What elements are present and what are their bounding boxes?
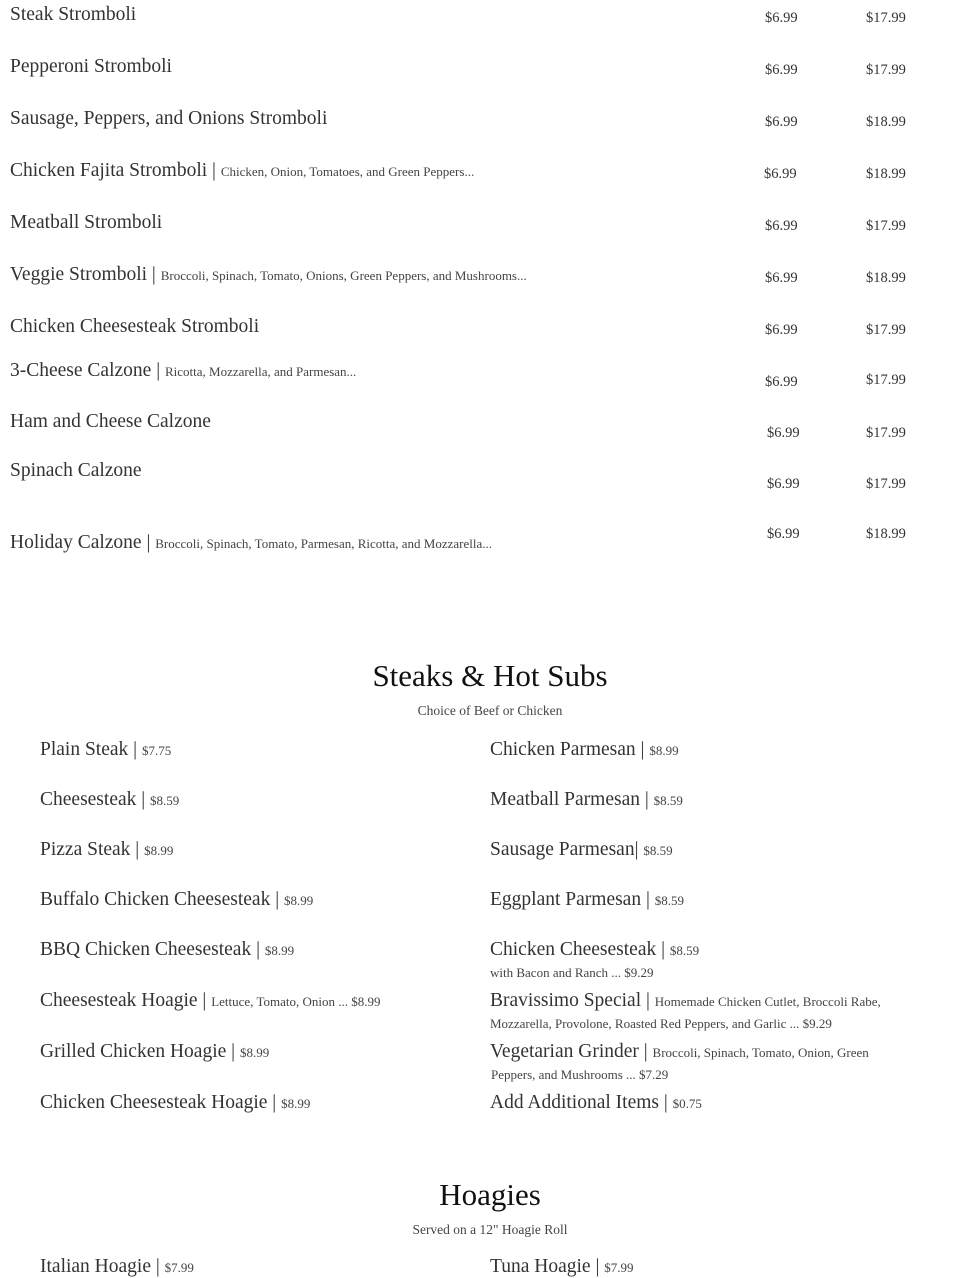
item-name: Sausage, Peppers, and Onions Stromboli <box>10 108 328 129</box>
item-note: with Bacon and Ranch ... $9.29 <box>490 965 654 980</box>
item-price: $8.99 <box>281 1096 311 1111</box>
item-price: $8.59 <box>150 793 180 808</box>
price-large: $18.99 <box>866 166 906 182</box>
item-price: $8.99 <box>144 843 174 858</box>
menu-row <box>0 411 967 451</box>
menu-item: Grilled Chicken Hoagie | $8.99 <box>40 1041 270 1062</box>
price-large: $17.99 <box>866 218 906 234</box>
item-name: Chicken Fajita Stromboli | Chicken, Onion, Tomatoes, and Green Peppers... <box>10 160 475 181</box>
menu-row <box>0 264 967 304</box>
price-small: $6.99 <box>765 218 798 234</box>
price-small: $6.99 <box>765 10 798 26</box>
menu-item: Meatball Parmesan | $8.59 <box>490 789 683 810</box>
price-large: $17.99 <box>866 476 906 492</box>
price-large: $17.99 <box>866 10 906 26</box>
menu-row <box>0 316 967 356</box>
item-description: Broccoli, Spinach, Tomato, Parmesan, Ricotta, and Mozzarella... <box>155 536 493 551</box>
menu-item: Add Additional Items | $0.75 <box>490 1092 702 1113</box>
item-price: $8.59 <box>669 943 700 958</box>
item-price: $8.59 <box>653 793 683 808</box>
item-price: Lettuce, Tomato, Onion ... $8.99 <box>211 994 381 1009</box>
item-price: $8.99 <box>649 743 679 758</box>
menu-item: Buffalo Chicken Cheesesteak | $8.99 <box>40 889 314 910</box>
menu-item: Sausage Parmesan| $8.59 <box>490 839 673 860</box>
item-name: Holiday Calzone | Broccoli, Spinach, Tomato, Parmesan, Ricotta, and Mozzarella... <box>10 532 493 553</box>
menu-item: Bravissimo Special | Homemade Chicken Cutlet, Broccoli Rabe, <box>490 990 881 1011</box>
menu-item: BBQ Chicken Cheesesteak | $8.99 <box>40 939 295 960</box>
menu-row <box>0 56 967 96</box>
item-note: Mozzarella, Provolone, Roasted Red Peppers, and Garlic ... $9.29 <box>490 1016 832 1031</box>
price-large: $17.99 <box>866 372 906 388</box>
price-large: $18.99 <box>866 114 906 130</box>
price-small: $6.99 <box>765 114 798 130</box>
menu-row <box>0 160 967 200</box>
item-price: $8.99 <box>283 893 314 908</box>
price-small: $6.99 <box>765 322 798 338</box>
section-title-hoagies: Hoagies <box>439 1177 541 1212</box>
menu-item: Chicken Cheesesteak Hoagie | $8.99 <box>40 1092 311 1113</box>
price-small: $6.99 <box>765 62 798 78</box>
item-price: $8.59 <box>654 893 684 908</box>
item-name: Spinach Calzone <box>10 460 142 481</box>
section-subtitle-steaks: Choice of Beef or Chicken <box>417 703 563 718</box>
item-price: $8.99 <box>239 1045 270 1060</box>
item-name: Chicken Cheesesteak Stromboli <box>10 316 260 337</box>
price-large: $17.99 <box>866 425 906 441</box>
menu-item: Chicken Parmesan | $8.99 <box>490 739 679 760</box>
item-description: Broccoli, Spinach, Tomato, Onion, Green <box>652 1045 869 1060</box>
item-price: $7.99 <box>604 1260 634 1275</box>
item-description: Chicken, Onion, Tomatoes, and Green Peppers... <box>220 164 475 179</box>
item-price: $7.75 <box>141 743 172 758</box>
item-price: $8.59 <box>643 843 673 858</box>
menu-item: Italian Hoagie | $7.99 <box>40 1256 194 1277</box>
item-note: Peppers, and Mushrooms ... $7.29 <box>491 1067 669 1082</box>
menu-item: Chicken Cheesesteak | $8.59 <box>490 939 700 960</box>
price-large: $17.99 <box>866 322 906 338</box>
item-name: 3-Cheese Calzone | Ricotta, Mozzarella, and Parmesan... <box>10 360 357 381</box>
item-name: Ham and Cheese Calzone <box>10 411 211 432</box>
item-name: Pepperoni Stromboli <box>10 56 172 77</box>
price-small: $6.99 <box>767 476 800 492</box>
section-subtitle-hoagies: Served on a 12" Hoagie Roll <box>412 1222 568 1237</box>
item-name: Meatball Stromboli <box>10 212 163 233</box>
price-small: $6.99 <box>767 425 800 441</box>
item-description: Homemade Chicken Cutlet, Broccoli Rabe, <box>654 994 881 1009</box>
menu-item: Cheesesteak | $8.59 <box>40 789 180 810</box>
menu-row <box>0 524 967 572</box>
menu-item: Vegetarian Grinder | Broccoli, Spinach, Tomato, Onion, Green <box>490 1041 869 1062</box>
price-large: $18.99 <box>866 270 906 286</box>
price-small: $6.99 <box>765 374 798 390</box>
menu-row <box>0 212 967 252</box>
menu-row <box>0 4 967 44</box>
menu-row <box>0 360 967 400</box>
price-small: $6.99 <box>764 166 797 182</box>
menu-item: Cheesesteak Hoagie | Lettuce, Tomato, Onion ... $8.99 <box>40 990 381 1011</box>
item-price: $0.75 <box>672 1096 702 1111</box>
price-large: $17.99 <box>866 62 906 78</box>
item-description: Broccoli, Spinach, Tomato, Onions, Green Peppers, and Mushrooms... <box>160 268 527 283</box>
item-price: $7.99 <box>164 1260 194 1275</box>
menu-item: Plain Steak | $7.75 <box>40 739 172 760</box>
price-small: $6.99 <box>765 270 798 286</box>
menu-row <box>0 460 967 500</box>
price-large: $18.99 <box>866 526 906 542</box>
item-name: Veggie Stromboli | Broccoli, Spinach, Tomato, Onions, Green Peppers, and Mushrooms... <box>10 264 527 285</box>
menu-item: Pizza Steak | $8.99 <box>40 839 174 860</box>
item-description: Ricotta, Mozzarella, and Parmesan... <box>164 364 357 379</box>
item-price: $8.99 <box>264 943 295 958</box>
menu-row <box>0 108 967 148</box>
price-small: $6.99 <box>767 526 800 542</box>
menu-item: Eggplant Parmesan | $8.59 <box>490 889 684 910</box>
section-title-steaks: Steaks & Hot Subs <box>372 658 608 693</box>
item-name: Steak Stromboli <box>10 4 137 25</box>
menu-item: Tuna Hoagie | $7.99 <box>490 1256 634 1277</box>
